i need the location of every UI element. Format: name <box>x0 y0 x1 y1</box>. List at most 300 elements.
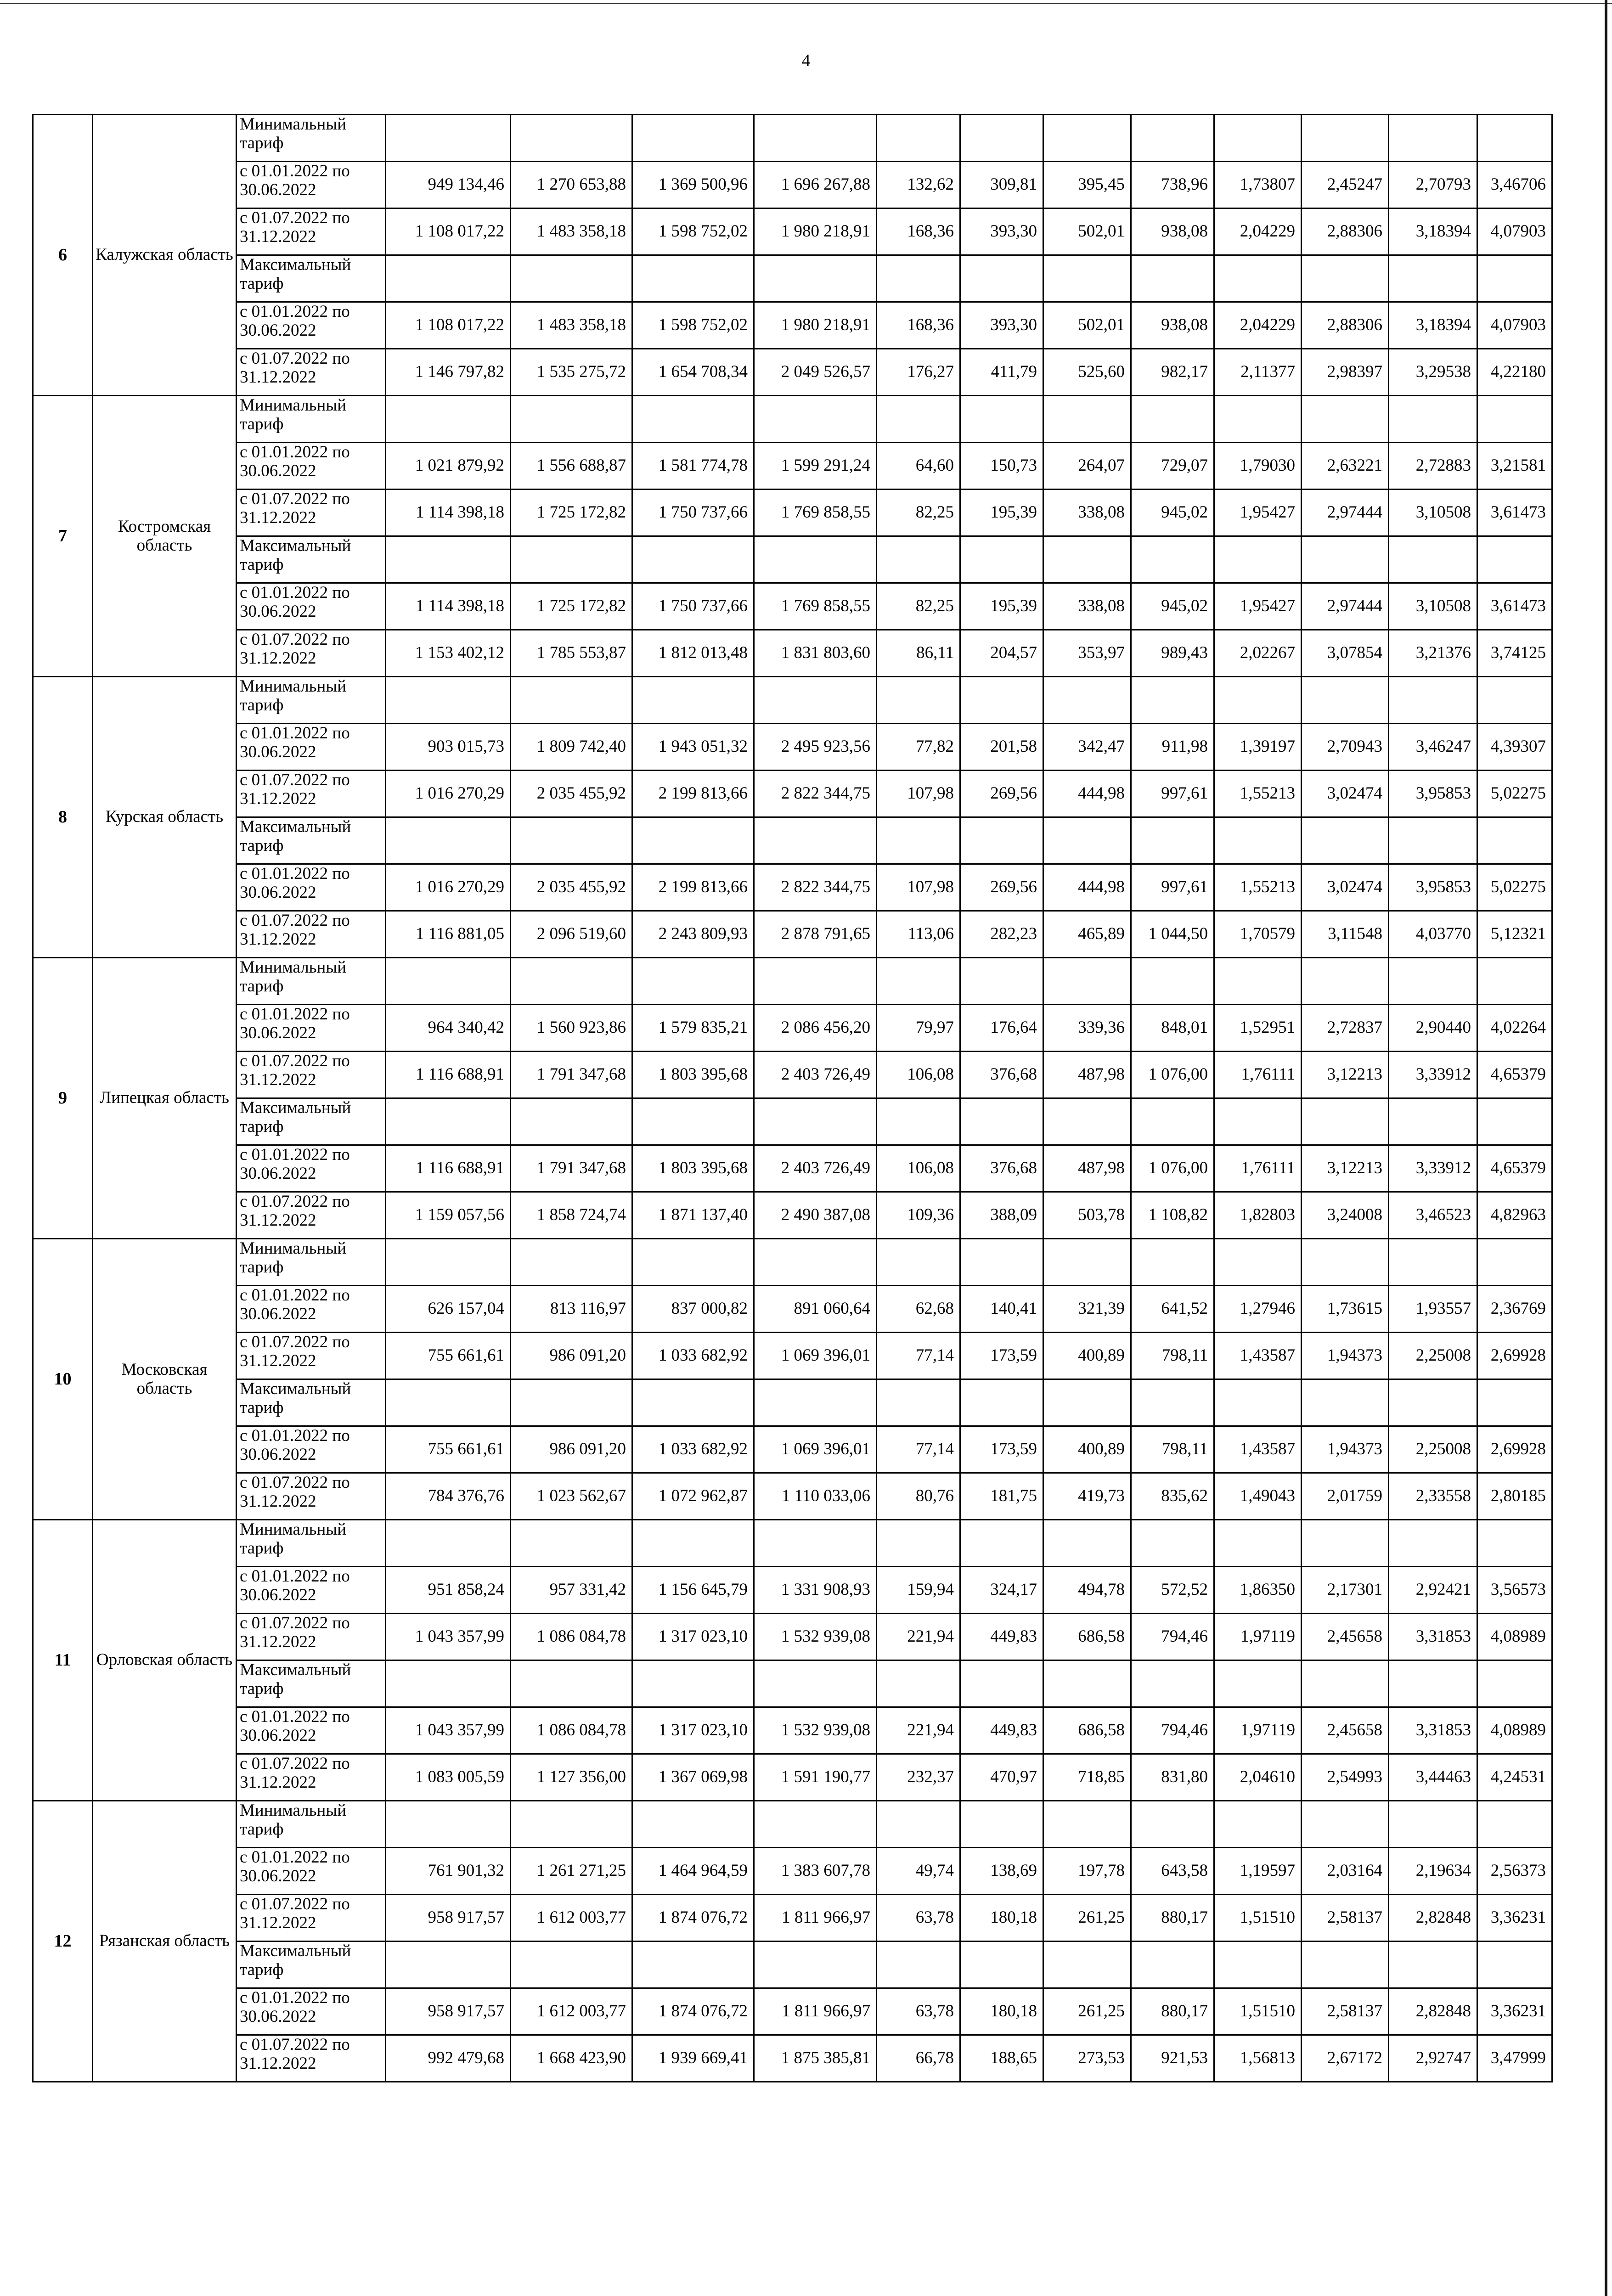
value-cell: 798,11 <box>1131 1426 1214 1473</box>
value-cell: 1 076,00 <box>1131 1052 1214 1098</box>
value-cell <box>1214 1801 1302 1848</box>
value-cell: 2 822 344,75 <box>754 864 877 911</box>
value-cell <box>632 1941 754 1988</box>
value-cell: 173,59 <box>960 1333 1043 1379</box>
table-row <box>33 1426 1552 1473</box>
value-cell: 2 403 726,49 <box>754 1145 877 1192</box>
table-row <box>33 771 1552 817</box>
value-cell: 1 069 396,01 <box>754 1333 877 1379</box>
value-cell: 718,85 <box>1043 1754 1131 1801</box>
value-cell: 1 114 398,18 <box>386 583 511 630</box>
value-cell: 49,74 <box>877 1848 960 1895</box>
value-cell <box>1477 396 1552 443</box>
value-cell: 1 108 017,22 <box>386 302 511 349</box>
value-cell: 1 023 562,67 <box>511 1473 632 1520</box>
value-cell <box>877 1239 960 1286</box>
value-cell: 2,11377 <box>1214 349 1302 396</box>
value-cell <box>1214 396 1302 443</box>
value-cell: 232,37 <box>877 1754 960 1801</box>
value-cell: 938,08 <box>1131 302 1214 349</box>
row-label: с 01.07.2022 по 31.12.2022 <box>237 490 386 536</box>
value-cell: 2 490 387,08 <box>754 1192 877 1239</box>
value-cell: 309,81 <box>960 162 1043 208</box>
value-cell <box>877 115 960 162</box>
value-cell: 3,12213 <box>1302 1145 1389 1192</box>
value-cell <box>1302 1239 1389 1286</box>
row-label: с 01.01.2022 по 30.06.2022 <box>237 1567 386 1614</box>
value-cell: 1 146 797,82 <box>386 349 511 396</box>
value-cell <box>511 396 632 443</box>
value-cell <box>386 115 511 162</box>
value-cell: 2,63221 <box>1302 443 1389 490</box>
value-cell <box>1131 1801 1214 1848</box>
value-cell: 400,89 <box>1043 1426 1131 1473</box>
value-cell: 3,44463 <box>1389 1754 1477 1801</box>
value-cell <box>754 1239 877 1286</box>
value-cell: 1 811 966,97 <box>754 1988 877 2035</box>
row-label: Максимальный тариф <box>237 1941 386 1988</box>
value-cell: 2,92421 <box>1389 1567 1477 1614</box>
value-cell <box>960 1098 1043 1145</box>
value-cell: 2,82848 <box>1389 1988 1477 2035</box>
value-cell <box>877 1941 960 1988</box>
value-cell: 986 091,20 <box>511 1426 632 1473</box>
value-cell <box>1302 1098 1389 1145</box>
table-row <box>33 1614 1552 1660</box>
value-cell <box>960 1801 1043 1848</box>
row-label: с 01.01.2022 по 30.06.2022 <box>237 864 386 911</box>
value-cell <box>1043 396 1131 443</box>
value-cell: 641,52 <box>1131 1286 1214 1333</box>
value-cell: 465,89 <box>1043 911 1131 958</box>
value-cell <box>960 1239 1043 1286</box>
value-cell: 4,39307 <box>1477 724 1552 771</box>
value-cell: 1,73615 <box>1302 1286 1389 1333</box>
value-cell: 1,94373 <box>1302 1333 1389 1379</box>
value-cell: 1 803 395,68 <box>632 1145 754 1192</box>
value-cell: 1 033 682,92 <box>632 1333 754 1379</box>
value-cell <box>960 958 1043 1005</box>
value-cell: 1 156 645,79 <box>632 1567 754 1614</box>
value-cell: 798,11 <box>1131 1333 1214 1379</box>
value-cell: 1 612 003,77 <box>511 1895 632 1941</box>
value-cell <box>877 677 960 724</box>
region-index: 6 <box>33 115 93 396</box>
value-cell <box>1302 536 1389 583</box>
value-cell <box>754 817 877 864</box>
value-cell: 1,27946 <box>1214 1286 1302 1333</box>
value-cell <box>754 677 877 724</box>
value-cell <box>1043 1379 1131 1426</box>
value-cell <box>1043 1660 1131 1707</box>
value-cell: 107,98 <box>877 771 960 817</box>
value-cell: 1 809 742,40 <box>511 724 632 771</box>
value-cell: 1,70579 <box>1214 911 1302 958</box>
value-cell: 113,06 <box>877 911 960 958</box>
value-cell <box>1389 1239 1477 1286</box>
value-cell: 62,68 <box>877 1286 960 1333</box>
value-cell: 2,72883 <box>1389 443 1477 490</box>
value-cell <box>511 1660 632 1707</box>
region-name: Рязанская область <box>93 1801 237 2082</box>
value-cell: 2,72837 <box>1302 1005 1389 1052</box>
value-cell: 1 725 172,82 <box>511 583 632 630</box>
value-cell: 3,33912 <box>1389 1052 1477 1098</box>
value-cell: 835,62 <box>1131 1473 1214 1520</box>
value-cell <box>1214 1239 1302 1286</box>
table-row <box>33 1801 1552 1848</box>
value-cell: 2 049 526,57 <box>754 349 877 396</box>
value-cell: 1 464 964,59 <box>632 1848 754 1895</box>
value-cell: 738,96 <box>1131 162 1214 208</box>
value-cell: 2 199 813,66 <box>632 864 754 911</box>
value-cell: 2,97444 <box>1302 490 1389 536</box>
value-cell: 221,94 <box>877 1614 960 1660</box>
value-cell <box>1043 536 1131 583</box>
value-cell: 2,45658 <box>1302 1707 1389 1754</box>
value-cell: 1 116 688,91 <box>386 1145 511 1192</box>
value-cell: 393,30 <box>960 302 1043 349</box>
value-cell: 2,88306 <box>1302 302 1389 349</box>
value-cell <box>1302 1941 1389 1988</box>
value-cell: 1,51510 <box>1214 1895 1302 1941</box>
value-cell: 958 917,57 <box>386 1988 511 2035</box>
value-cell <box>511 115 632 162</box>
table-row <box>33 1660 1552 1707</box>
value-cell: 168,36 <box>877 208 960 255</box>
value-cell: 891 060,64 <box>754 1286 877 1333</box>
value-cell: 761 901,32 <box>386 1848 511 1895</box>
value-cell: 982,17 <box>1131 349 1214 396</box>
value-cell: 1 769 858,55 <box>754 490 877 536</box>
row-label: с 01.01.2022 по 30.06.2022 <box>237 162 386 208</box>
value-cell: 77,82 <box>877 724 960 771</box>
row-label: Минимальный тариф <box>237 677 386 724</box>
value-cell: 1 791 347,68 <box>511 1145 632 1192</box>
row-label: с 01.07.2022 по 31.12.2022 <box>237 349 386 396</box>
value-cell <box>1131 1379 1214 1426</box>
value-cell: 1,93557 <box>1389 1286 1477 1333</box>
value-cell: 2,69928 <box>1477 1333 1552 1379</box>
value-cell: 3,36231 <box>1477 1988 1552 2035</box>
table-row <box>33 1988 1552 2035</box>
row-label: Минимальный тариф <box>237 1520 386 1567</box>
value-cell: 502,01 <box>1043 302 1131 349</box>
value-cell: 3,46247 <box>1389 724 1477 771</box>
table-row <box>33 1941 1552 1988</box>
value-cell: 2 495 923,56 <box>754 724 877 771</box>
value-cell <box>1389 1941 1477 1988</box>
value-cell <box>960 1379 1043 1426</box>
value-cell: 449,83 <box>960 1614 1043 1660</box>
table-row <box>33 1239 1552 1286</box>
value-cell: 1,56813 <box>1214 2035 1302 2082</box>
value-cell: 794,46 <box>1131 1614 1214 1660</box>
table-row <box>33 1052 1552 1098</box>
value-cell: 1 532 939,08 <box>754 1707 877 1754</box>
row-label: с 01.01.2022 по 30.06.2022 <box>237 443 386 490</box>
value-cell: 1,95427 <box>1214 583 1302 630</box>
value-cell: 188,65 <box>960 2035 1043 2082</box>
value-cell: 997,61 <box>1131 864 1214 911</box>
value-cell: 132,62 <box>877 162 960 208</box>
value-cell: 138,69 <box>960 1848 1043 1895</box>
value-cell: 1 943 051,32 <box>632 724 754 771</box>
value-cell: 945,02 <box>1131 490 1214 536</box>
value-cell: 1 831 803,60 <box>754 630 877 677</box>
row-label: с 01.07.2022 по 31.12.2022 <box>237 2035 386 2082</box>
page-top-edge <box>0 3 1612 4</box>
value-cell <box>1389 396 1477 443</box>
value-cell: 964 340,42 <box>386 1005 511 1052</box>
value-cell <box>754 1660 877 1707</box>
row-label: Максимальный тариф <box>237 817 386 864</box>
value-cell: 140,41 <box>960 1286 1043 1333</box>
value-cell: 3,18394 <box>1389 302 1477 349</box>
value-cell: 1 556 688,87 <box>511 443 632 490</box>
value-cell: 1 785 553,87 <box>511 630 632 677</box>
value-cell <box>877 1098 960 1145</box>
row-label: с 01.01.2022 по 30.06.2022 <box>237 1426 386 1473</box>
value-cell: 794,46 <box>1131 1707 1214 1754</box>
value-cell: 880,17 <box>1131 1988 1214 2035</box>
value-cell: 395,45 <box>1043 162 1131 208</box>
value-cell: 951 858,24 <box>386 1567 511 1614</box>
value-cell <box>1477 1520 1552 1567</box>
value-cell: 3,95853 <box>1389 771 1477 817</box>
table-row <box>33 1707 1552 1754</box>
value-cell <box>1302 677 1389 724</box>
value-cell: 1 874 076,72 <box>632 1988 754 2035</box>
value-cell: 1 791 347,68 <box>511 1052 632 1098</box>
value-cell <box>386 396 511 443</box>
value-cell <box>1477 536 1552 583</box>
value-cell: 470,97 <box>960 1754 1043 1801</box>
value-cell <box>877 1660 960 1707</box>
row-label: с 01.07.2022 по 31.12.2022 <box>237 1192 386 1239</box>
value-cell: 159,94 <box>877 1567 960 1614</box>
value-cell: 3,24008 <box>1302 1192 1389 1239</box>
value-cell <box>386 958 511 1005</box>
value-cell: 4,08989 <box>1477 1614 1552 1660</box>
value-cell: 3,95853 <box>1389 864 1477 911</box>
value-cell <box>1302 255 1389 302</box>
value-cell: 195,39 <box>960 583 1043 630</box>
value-cell <box>1214 1520 1302 1567</box>
value-cell: 66,78 <box>877 2035 960 2082</box>
value-cell: 487,98 <box>1043 1052 1131 1098</box>
table-row <box>33 1005 1552 1052</box>
table-row <box>33 677 1552 724</box>
value-cell: 1,97119 <box>1214 1614 1302 1660</box>
value-cell <box>1043 1239 1131 1286</box>
value-cell: 63,78 <box>877 1988 960 2035</box>
value-cell: 938,08 <box>1131 208 1214 255</box>
value-cell <box>877 1801 960 1848</box>
value-cell: 1 261 271,25 <box>511 1848 632 1895</box>
value-cell: 1 086 084,78 <box>511 1707 632 1754</box>
region-name: Орловская область <box>93 1520 237 1801</box>
value-cell: 1 812 013,48 <box>632 630 754 677</box>
value-cell: 2,45658 <box>1302 1614 1389 1660</box>
value-cell: 2,90440 <box>1389 1005 1477 1052</box>
table-row <box>33 864 1552 911</box>
value-cell <box>1043 1801 1131 1848</box>
value-cell <box>877 1379 960 1426</box>
value-cell: 1 750 737,66 <box>632 583 754 630</box>
value-cell: 180,18 <box>960 1895 1043 1941</box>
value-cell <box>632 1660 754 1707</box>
value-cell <box>1043 1941 1131 1988</box>
value-cell: 2,97444 <box>1302 583 1389 630</box>
value-cell: 1 858 724,74 <box>511 1192 632 1239</box>
value-cell: 3,10508 <box>1389 490 1477 536</box>
value-cell: 419,73 <box>1043 1473 1131 1520</box>
value-cell: 449,83 <box>960 1707 1043 1754</box>
value-cell <box>1477 115 1552 162</box>
row-label: с 01.01.2022 по 30.06.2022 <box>237 583 386 630</box>
value-cell: 3,61473 <box>1477 583 1552 630</box>
value-cell: 1 871 137,40 <box>632 1192 754 1239</box>
value-cell: 2,98397 <box>1302 349 1389 396</box>
value-cell <box>1131 115 1214 162</box>
value-cell: 2,25008 <box>1389 1426 1477 1473</box>
value-cell: 729,07 <box>1131 443 1214 490</box>
value-cell <box>960 1941 1043 1988</box>
value-cell: 2,19634 <box>1389 1848 1477 1895</box>
value-cell <box>754 1520 877 1567</box>
value-cell <box>877 958 960 1005</box>
value-cell: 80,76 <box>877 1473 960 1520</box>
row-label: с 01.07.2022 по 31.12.2022 <box>237 208 386 255</box>
table-row <box>33 1848 1552 1895</box>
value-cell: 755 661,61 <box>386 1426 511 1473</box>
table-row <box>33 630 1552 677</box>
table-row <box>33 1895 1552 1941</box>
value-cell <box>632 1520 754 1567</box>
value-cell: 494,78 <box>1043 1567 1131 1614</box>
value-cell: 1 581 774,78 <box>632 443 754 490</box>
region-name: Липецкая область <box>93 958 237 1239</box>
value-cell: 269,56 <box>960 864 1043 911</box>
value-cell <box>877 536 960 583</box>
value-cell <box>1477 255 1552 302</box>
value-cell: 1 980 218,91 <box>754 208 877 255</box>
value-cell: 77,14 <box>877 1333 960 1379</box>
value-cell: 2 096 519,60 <box>511 911 632 958</box>
value-cell: 1 108 017,22 <box>386 208 511 255</box>
value-cell: 63,78 <box>877 1895 960 1941</box>
value-cell <box>1389 1660 1477 1707</box>
value-cell: 1 367 069,98 <box>632 1754 754 1801</box>
value-cell: 1,86350 <box>1214 1567 1302 1614</box>
value-cell: 5,02275 <box>1477 771 1552 817</box>
value-cell <box>632 817 754 864</box>
value-cell: 1 769 858,55 <box>754 583 877 630</box>
row-label: Максимальный тариф <box>237 1098 386 1145</box>
value-cell: 784 376,76 <box>386 1473 511 1520</box>
value-cell <box>386 817 511 864</box>
value-cell: 997,61 <box>1131 771 1214 817</box>
value-cell: 949 134,46 <box>386 162 511 208</box>
value-cell: 1,55213 <box>1214 771 1302 817</box>
value-cell: 3,61473 <box>1477 490 1552 536</box>
row-label: с 01.01.2022 по 30.06.2022 <box>237 1707 386 1754</box>
value-cell <box>632 255 754 302</box>
table-row <box>33 911 1552 958</box>
value-cell: 992 479,68 <box>386 2035 511 2082</box>
value-cell: 269,56 <box>960 771 1043 817</box>
value-cell: 986 091,20 <box>511 1333 632 1379</box>
value-cell: 86,11 <box>877 630 960 677</box>
value-cell <box>1043 1098 1131 1145</box>
value-cell <box>1043 677 1131 724</box>
value-cell <box>386 255 511 302</box>
value-cell: 3,56573 <box>1477 1567 1552 1614</box>
value-cell <box>511 958 632 1005</box>
value-cell <box>1302 1801 1389 1848</box>
value-cell <box>1477 1801 1552 1848</box>
value-cell <box>1214 115 1302 162</box>
value-cell <box>1214 536 1302 583</box>
value-cell <box>1043 958 1131 1005</box>
value-cell <box>1043 817 1131 864</box>
value-cell: 1 980 218,91 <box>754 302 877 349</box>
value-cell: 3,46706 <box>1477 162 1552 208</box>
row-label: с 01.01.2022 по 30.06.2022 <box>237 724 386 771</box>
value-cell <box>632 1239 754 1286</box>
value-cell: 1 383 607,78 <box>754 1848 877 1895</box>
value-cell: 2,70943 <box>1302 724 1389 771</box>
value-cell: 2,56373 <box>1477 1848 1552 1895</box>
value-cell: 376,68 <box>960 1145 1043 1192</box>
row-label: Максимальный тариф <box>237 536 386 583</box>
value-cell: 400,89 <box>1043 1333 1131 1379</box>
value-cell <box>511 1941 632 1988</box>
value-cell: 180,18 <box>960 1988 1043 2035</box>
region-index: 9 <box>33 958 93 1239</box>
value-cell <box>386 1520 511 1567</box>
value-cell <box>1131 1098 1214 1145</box>
value-cell: 1 083 005,59 <box>386 1754 511 1801</box>
value-cell: 2,04229 <box>1214 208 1302 255</box>
value-cell: 1 076,00 <box>1131 1145 1214 1192</box>
value-cell: 503,78 <box>1043 1192 1131 1239</box>
value-cell: 1,95427 <box>1214 490 1302 536</box>
row-label: Минимальный тариф <box>237 396 386 443</box>
value-cell: 837 000,82 <box>632 1286 754 1333</box>
region-index: 11 <box>33 1520 93 1801</box>
row-label: с 01.07.2022 по 31.12.2022 <box>237 771 386 817</box>
page-right-edge <box>1605 0 1607 2296</box>
value-cell <box>511 255 632 302</box>
value-cell: 2,36769 <box>1477 1286 1552 1333</box>
value-cell: 77,14 <box>877 1426 960 1473</box>
value-cell: 339,36 <box>1043 1005 1131 1052</box>
value-cell <box>1389 817 1477 864</box>
value-cell: 176,64 <box>960 1005 1043 1052</box>
value-cell <box>511 1801 632 1848</box>
value-cell: 1,55213 <box>1214 864 1302 911</box>
value-cell: 1 317 023,10 <box>632 1707 754 1754</box>
value-cell: 1 331 908,93 <box>754 1567 877 1614</box>
region-name: Костромская область <box>93 396 237 677</box>
table-row <box>33 162 1552 208</box>
table-row <box>33 724 1552 771</box>
region-index: 10 <box>33 1239 93 1520</box>
value-cell: 1 654 708,34 <box>632 349 754 396</box>
value-cell: 1 270 653,88 <box>511 162 632 208</box>
